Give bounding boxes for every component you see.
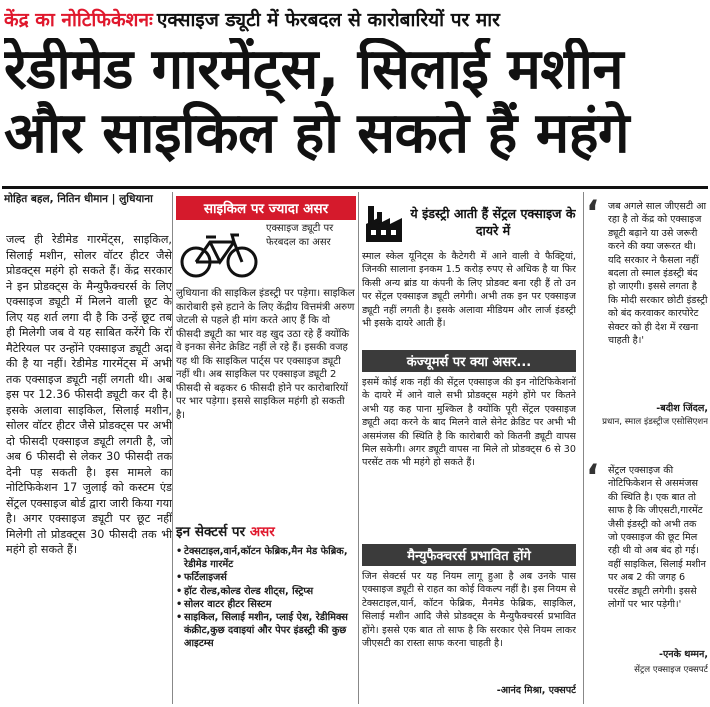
list-item: • टेक्सटाइल,वार्न,कॉटन फेब्रिक,मैन मेड फेब्रिक, रेडीमेड गारमेंट (176, 545, 360, 571)
manufacturers-attribution: -आनंद मिश्रा, एक्सपर्ट (496, 685, 576, 696)
kicker-label: केंद्र का नोटिफिकेशनः (4, 9, 153, 31)
bicycle-icon (176, 222, 262, 286)
sectors-heading-highlight: असर (249, 524, 275, 540)
list-item: • हॉट रोल्ड,कोल्ड रोल्ड शीट्स, स्ट्रिप्स (176, 585, 360, 598)
manufacturers-section-title: मैन्युफैक्चरर्स प्रभावित होंगे (407, 549, 531, 564)
lead-article-body: जल्द ही रेडीमेड गारमेंट्स, साइकिल, सिलाई मशीन, सोलर वॉटर हीटर जैसे प्रोडक्ट्स महंगे हो सकते हैं। केंद्र सरकार ने इन प्रोडक्ट्स के मैन्युफैक्चरर्स के लिए एक्साइज ड्यूटी में मिलने वाली छूट के लिए यह शर्त लगा दी है कि उन्हें छूट तब ही मिलेगी जब वे यह साबित करेंगे कि रॉ मैटेरियल पर उन्होंने एक्साइज ड्यूटी अदा की है या नहीं। रेडीमेड गारमेंट्स में अभी तक एक्साइज ड्यूटी नहीं लगती थी। अब इस पर 12.36 फीसदी ड्यूटी कर दी है। इसके अलावा साइकिल, सिलाई मशीन, सोलर वॉटर हीटर जैसे प्रोडक्ट्स पर अभी दो फीसदी एक्साइज ड्यूटी लगती है, जो अब 6 फीसदी से लेकर 30 फीसदी तक देनी पड़ सकती है। इस मामले का नोटिफिकेशन 17 जुलाई को कस्टम एंड सेंट्रल एक्साइज बोर्ड द्वारा जारी किया गया है। अगर एक्साइज ड्यूटी पर छूट नहीं मिलेगी तो प्रोडक्ट्स 30 फीसदी तक भी महंगे हो सकते हैं। (6, 233, 172, 556)
cycle-section-bar (176, 196, 356, 220)
manufacturers-body: जिन सेक्टर्स पर यह नियम लागू हुआ है अब उनके पास एक्साइज ड्यूटी से राहत का कोई विकल्प नहीं है। इस नियम से टेक्सटाइल,यार्न, कॉटन फेब्रिक, मैनमेड फेब्रिक, साइकिल, सिलाई मशीन आदि जैसे प्रोडक्ट्स के मैन्युफैक्चरर्स प्रभावित होंगे। इससे एक बात तो साफ है कि सरकार ऐसे नियम लाकर जीएसटी का रास्ता साफ करना चाहती है। (362, 571, 576, 650)
column-divider (583, 192, 584, 704)
list-item: • फर्टिलाइजर्स (176, 571, 360, 584)
quote-1-person: -बदीश जिंदल, (656, 403, 708, 414)
consumers-section-title: कंज्यूमर्स पर क्या असर... (406, 355, 532, 370)
sectors-heading-prefix: इन सेक्टर्स पर (176, 524, 246, 540)
sectors-heading (176, 522, 356, 540)
byline: मोहित बहल, नितिन धीमान | लुधियाना (4, 193, 153, 205)
cycle-section-title: साइकिल पर ज्यादा असर (203, 201, 329, 217)
list-item: • सोलर वाटर हीटर सिस्टम (176, 598, 360, 611)
column-divider (172, 192, 173, 704)
quote-2-name (590, 648, 708, 662)
quote-mark-icon: ‘ (586, 193, 599, 233)
column-divider (358, 192, 359, 704)
kicker-text: एक्साइज ड्यूटी में फेरबदल से कारोबारियों पर मार (156, 9, 500, 31)
quote-mark-icon: ‘ (586, 457, 599, 497)
headline-rule (2, 186, 708, 189)
cycle-short-text: एक्साइज ड्यूटी पर फेरबदल का असर (266, 223, 334, 248)
quote-1-role: प्रधान, स्माल इंडस्ट्रीज एसोसिएशन (602, 417, 708, 427)
headline-line-2: और साइकिल हो सकते हैं महंगे (4, 101, 630, 166)
cycle-intro (176, 222, 356, 286)
quote-2-role: सेंट्रल एक्साइज एक्सपर्ट (634, 665, 708, 675)
quote-1-text: जब अगले साल जीएसटी आ रहा है तो केंद्र को एक्साइज ड्यूटी बढ़ाने या उसे जरूरी करने की क्या जरूरत थी। यदि सरकार ने फैसला नहीं बदला तो स्माल इंडस्ट्री बंद हो जाएगी। इससे लगता है कि मोदी सरकार छोटी इंडस्ट्री को बंद करवाकर कारपोरेट सेक्टर को ही देश में रखना चाहती है।' (608, 201, 708, 347)
industry-body: स्माल स्केल यूनिट्स के कैटेगरी में आने वाली वे फैक्ट्रियां, जिनकी सालाना इनकम 1.5 करोड़ रुपए से अधिक है या फिर किसी अन्य ब्रांड या कंपनी के लिए प्रोडक्ट बना रही हैं तो उन पर सेंट्रल एक्साइज ड्यूटी लगेगी। अभी तक इन पर एक्साइज ड्यूटी नहीं लगती है। इसके अलावा मीडियम और लार्ज इंडस्ट्री भी इसके दायरे आती हैं। (362, 251, 576, 330)
quote-2-person: -एनके थम्मन, (658, 649, 708, 660)
headline-line-1: रेडीमेड गारमेंट्स, सिलाई मशीन (4, 38, 624, 102)
cycle-body: लुधियाना की साइकिल इंडस्ट्री पर पड़ेगा। साइकिल कारोबारी इसे हटाने के लिए केंद्रीय वित्तमंत्री अरुण जेटली से पहले ही मांग करते आए हैं कि वो फीसदी ड्यूटी का भार वह खुद उठा रहे हैं क्योंकि वे इनका सेनेट क्रेडिट नहीं ले रहे हैं। इसकी वजह यह थी कि साइकिल पार्ट्स पर एक्साइज ड्यूटी नहीं थी। अब साइकिल पर एक्साइज ड्यूटी 2 फीसदी से बढ़कर 6 फीसदी होने पर कारोबारियों पर भार पड़ेगा। इससे साइकिल महंगी हो सकती है। (176, 288, 355, 421)
industry-heading (362, 196, 576, 248)
sectors-list (176, 545, 360, 651)
consumers-body: इसमें कोई शक नहीं की सेंट्रल एक्साइज की इन नोटिफिकेशनों के दायरे में आने वाले सभी प्रोडक्ट्स महंगे होंगे पर कितने अभी यह कह पाना मुश्किल है क्योंकि पूरी सेंट्रल एक्साइज ड्यूटी अदा करने के बाद मिलने वाले सेनेट क्रेडिट पर अभी भी असमंजस की स्थिति है कि कारोबारी को कितनी ड्यूटी वापस मिल सकेगी। अगर ड्यूटी वापस ना मिले तो प्रोडक्ट्स 6 से 30 परसेंट तक भी महंगे हो सकते हैं। (362, 377, 576, 469)
consumers-section-bar (362, 350, 576, 372)
quote-2-text: सेंट्रल एक्साइज की नोटिफिकेशन से असमंजस की स्थिति है। एक बात तो साफ है कि जीएसटी,गारमेंट जैसी इंडस्ट्री को अभी तक जो एक्साइज की छूट मिल रही थी वो अब बंद हो गई। वहीं साइकिल, सिलाई मशीन पर अब 2 की जगह 6 परसेंट ड्यूटी लगेगी। इससे लोगों पर भार पड़ेगी।' (608, 465, 706, 611)
industry-title: ये इंडस्ट्री आती हैं सेंट्रल एक्साइज के दायरे में (410, 206, 576, 238)
list-item: • साइकिल, सिलाई मशीन, प्लाई ऐश, रेडीमिक्स कंक्रीट,कुछ दवाइयां और पेपर इंडस्ट्री की कुछ आइटम्स (176, 611, 360, 651)
kicker (4, 2, 706, 36)
manufacturers-section-bar (362, 544, 576, 566)
headline (4, 38, 706, 166)
factory-icon (362, 200, 410, 244)
quote-1-name (590, 402, 708, 416)
